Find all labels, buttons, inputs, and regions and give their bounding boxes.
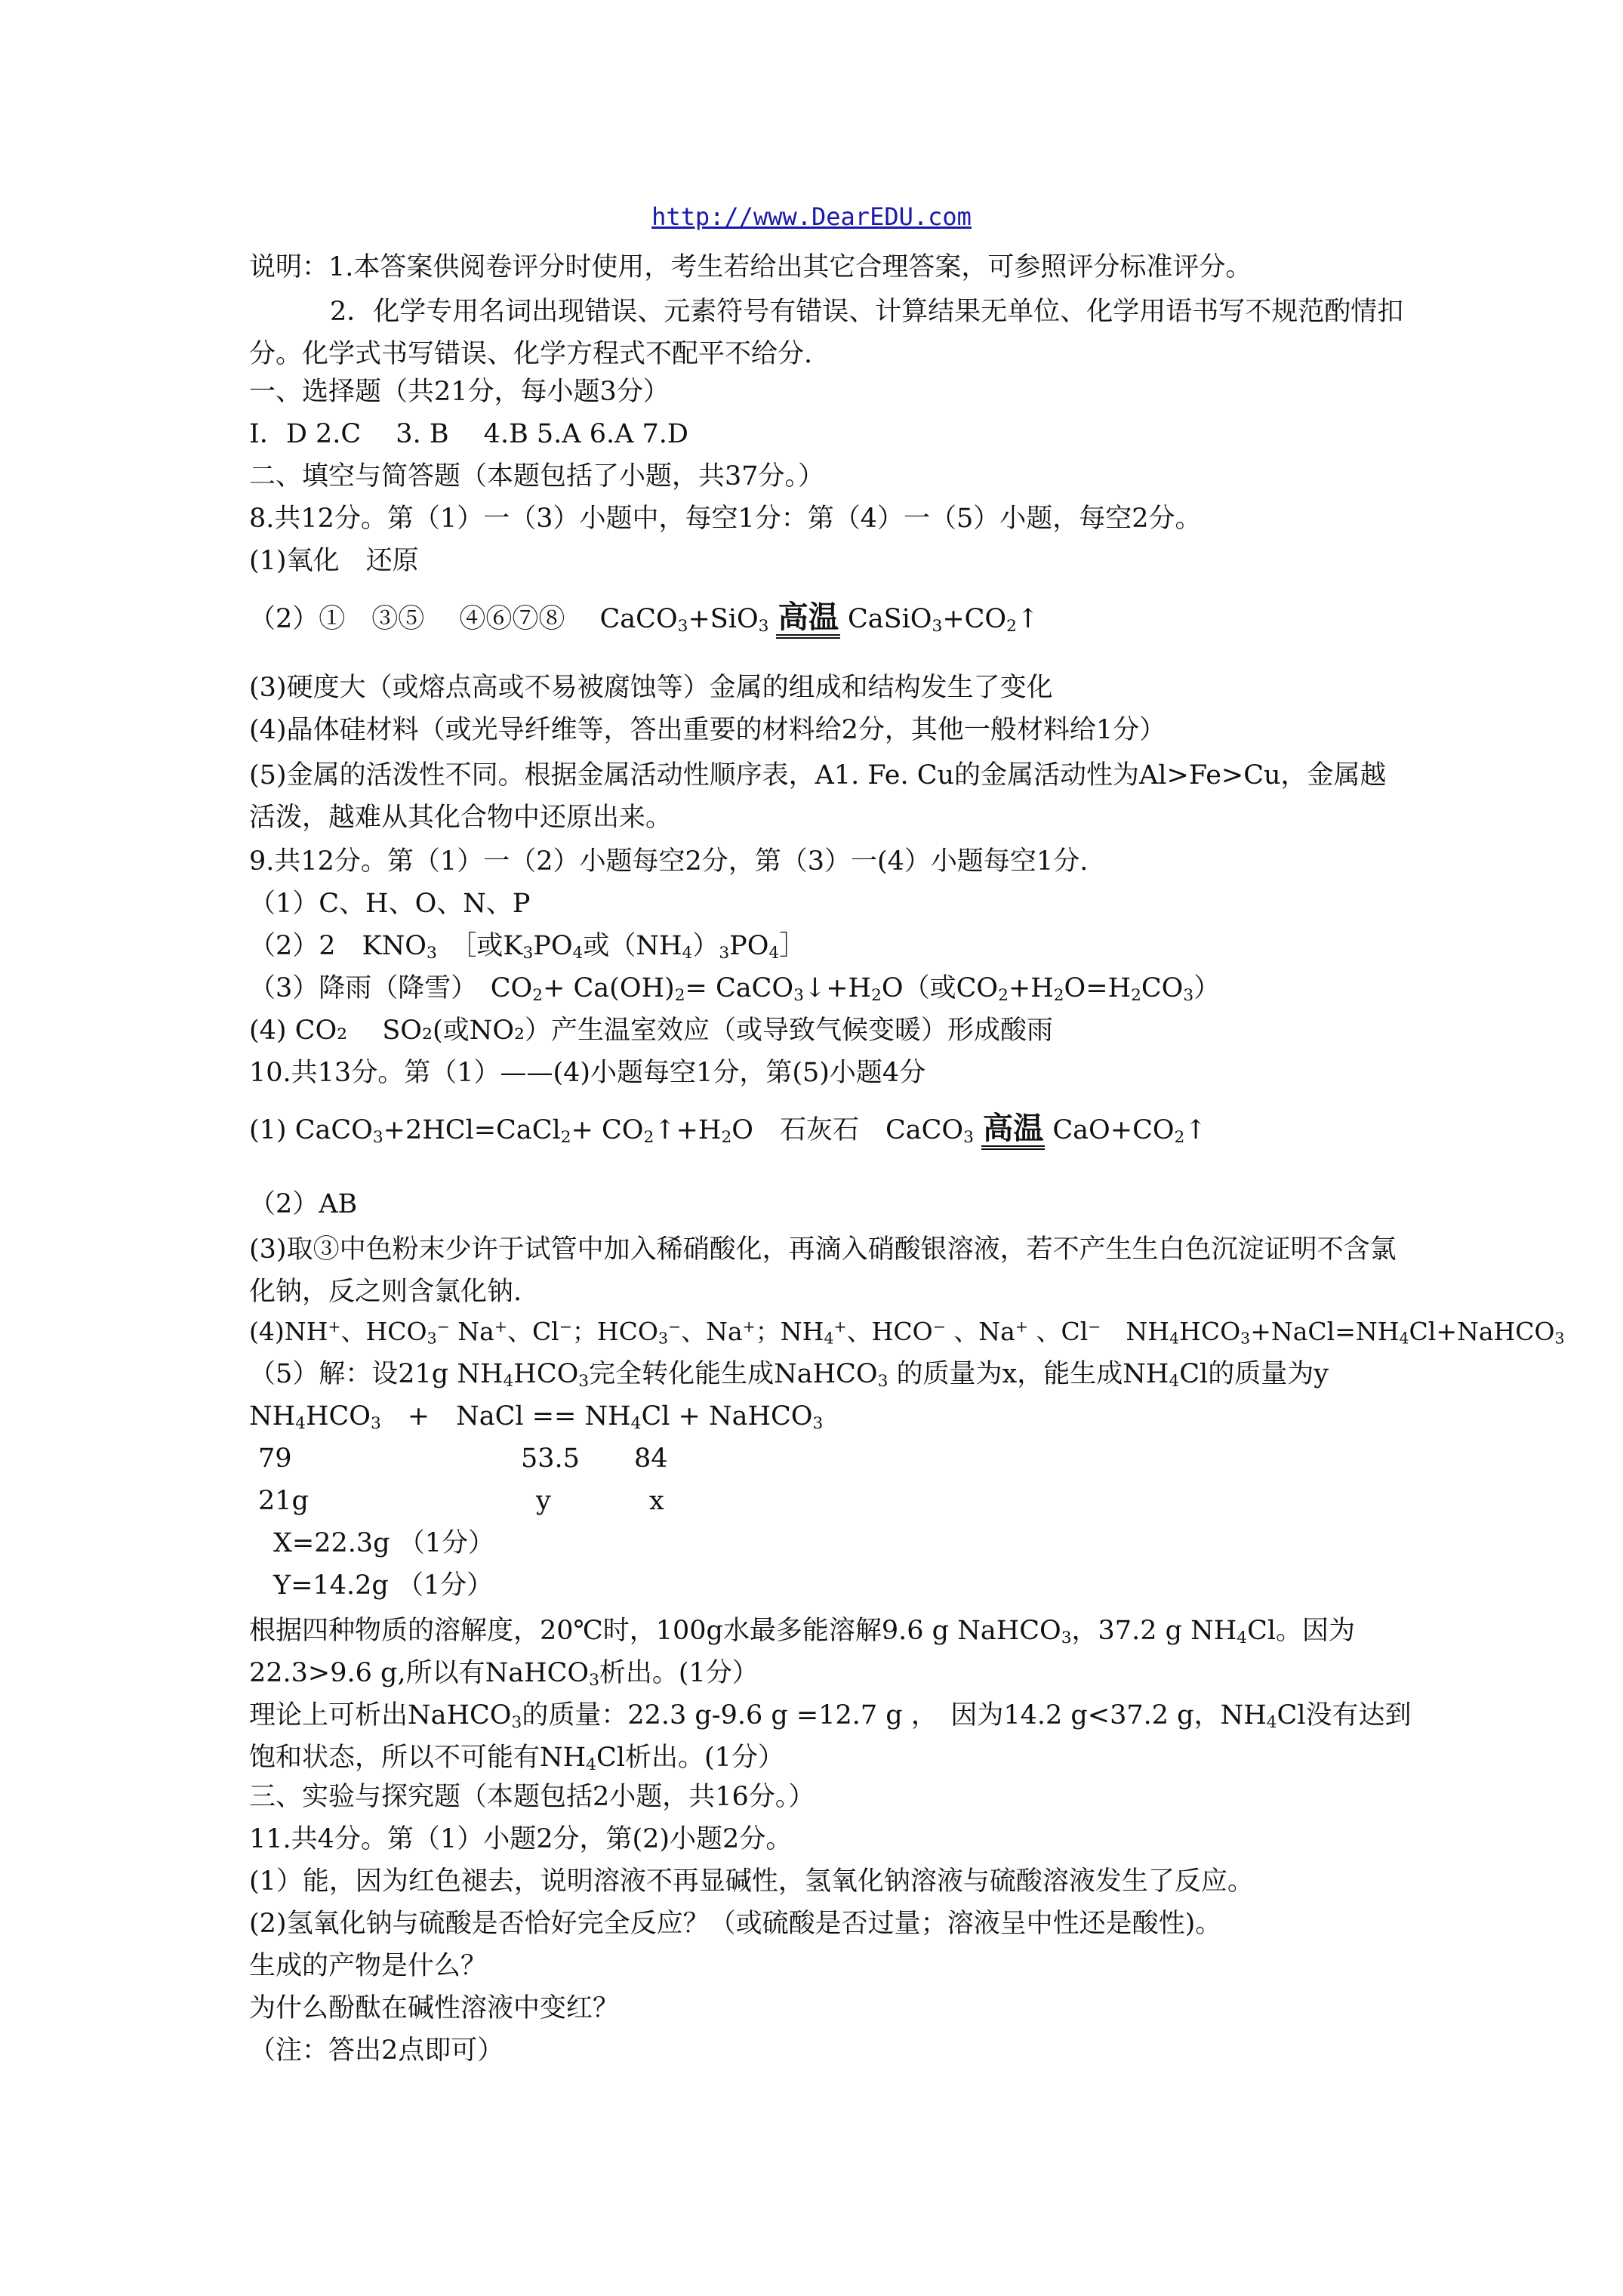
q8-answer-4: (4)晶体硅材料（或光导纤维等，答出重要的材料给2分，其他一般材料给1分） [249,715,1166,745]
calc-unknown-x: x [649,1486,664,1516]
calc-mass-21g: 21g [258,1486,309,1516]
q9-answer-2: （2）2 $KNO_3$ ［或$K_3PO_4$或$(NH_4)_3PO_4]$ [249,931,806,963]
high-temperature-condition: 高温 [776,603,840,639]
section-1-answers: I．D 2.C 3. B 4.B 5.A 6.A 7.D [249,419,688,449]
header-url-link[interactable]: http://www.DearEDU.com [651,202,972,231]
q10-answer-3: (3)取③中色粉末少许于试管中加入稀硝酸化，再滴入硝酸银溶液，若不产生生白色沉淀证明不含氯化钠，反之则含氯化钠. [249,1234,1397,1307]
q11-answer-3: 生成的产物是什么？ [249,1951,488,1981]
calc-mass-84: 84 [634,1444,668,1474]
q11-answer-1: (1）能，因为红色褪去，说明溶液不再显碱性，氢氧化钠溶液与硫酸溶液发生了反应。 [249,1866,1254,1897]
q8-answer-1: (1)氧化 还原 [249,546,419,576]
solubility-explanation-2: 理论上可析出NaHCO$_3$的质量：22.3 g-9.6 g =12.7 g ， 因为14.2 g<37.2 g，$NH_4Cl$没有达到饱和状态，所以不可能有$NH_4Cl$析出。(1分） [249,1700,1412,1774]
q8-answer-2: （2）① ③⑤ ④⑥⑦⑧ CaCO$_3$+SiO$_3$ 高温 $CaSiO_3+CO_2↑$ [249,601,1412,639]
intro-note-1: 说明：1.本答案供阅卷评分时使用，考生若给出其它合理答案，可参照评分标准评分。 [249,252,1252,282]
section-3-title: 三、实验与探究题（本题包括2小题，共16分。） [249,1782,815,1812]
q10-scoring: 10.共13分。第（1）——(4)小题每空1分，第(5)小题4分 [249,1058,926,1088]
q8-answer-3: (3)硬度大（或熔点高或不易被腐蚀等）金属的组成和结构发生了变化 [249,673,1053,703]
calc-unknown-y: y [536,1486,551,1516]
q10-answer-4: (4)NH+、$HCO_3^-$ Na+、Cl−；$HCO_3^-$、Na+；$NH_4^+$、HCO− 、Na+ 、Cl− $NH_4HCO_3+NaCl=NH_4Cl+NaHCO_3$ [249,1317,1565,1348]
high-temperature-condition-2: 高温 [981,1114,1046,1150]
q11-note: （注：答出2点即可） [249,2036,504,2066]
q10-answer-2: （2）AB [249,1189,358,1219]
q9-answer-3: （3）降雨（降雪） $CO_2+ Ca(OH)_2=$ $CaCO_3↓+H_2O$（或$CO_2+H_2O=H_2CO_3$） [249,973,1221,1005]
calc-mass-53-5: 53.5 [521,1444,580,1474]
q10-equation: $NH_4HCO_3$ + NaCl == $NH_4Cl$ + NaHCO$_3$ [249,1401,824,1433]
q9-scoring: 9.共12分。第（1）一（2）小题每空2分，第（3）一(4）小题每空1分. [249,846,1089,877]
q11-scoring: 11.共4分。第（1）小题2分，第(2)小题2分。 [249,1824,793,1854]
calc-mass-79: 79 [258,1444,292,1474]
solubility-explanation-1: 根据四种物质的溶解度，20℃时，100g水最多能溶解9.6 g NaHCO$_3$，37.2 g $NH_4Cl$。因为22.3>9.6 g,所以有NaHCO$_3$析出。(1分） [249,1616,1356,1690]
calc-result-y: Y=14.2g （1分） [273,1570,494,1601]
section-1-title: 一、选择题（共21分，每小题3分） [249,377,670,407]
q10-answer-5-intro: （5）解：设21g $NH_4HCO_3$完全转化能生成NaHCO$_3$ 的质量为x，能生成$NH_4Cl$的质量为y [249,1359,1329,1391]
q9-answer-1: （1）C、H、O、N、P [249,889,531,919]
q8-scoring: 8.共12分。第（1）一（3）小题中，每空1分：第（4）一（5）小题，每空2分。 [249,504,1202,534]
calc-result-x: X=22.3g （1分） [273,1528,494,1558]
q9-answer-4: (4) CO₂ SO₂(或NO₂）产生温室效应（或导致气候变暖）形成酸雨 [249,1015,1054,1046]
q8-answer-5: (5)金属的活泼性不同。根据金属活动性顺序表，A1. Fe. Cu的金属活动性为Al>Fe>Cu，金属越活泼，越难从其化合物中还原出来。 [249,760,1387,833]
q11-answer-2: (2)氢氧化钠与硫酸是否恰好完全反应？（或硫酸是否过量；溶液呈中性还是酸性)。 [249,1909,1222,1939]
q11-answer-4: 为什么酚酞在碱性溶液中变红？ [249,1993,620,2023]
intro-note-2: 2．化学专用名词出现错误、元素符号有错误、计算结果无单位、化学用语书写不规范酌情扣分。化学式书写错误、化学方程式不配平不给分. [249,297,1404,369]
section-2-title: 二、填空与简答题（本题包括了小题，共37分。） [249,461,825,492]
q10-answer-1: (1) CaCO$_3$+2HCl=CaCl$_2$+ $CO_2↑+H_2O$ 石灰石 CaCO$_3$ 高温 $CaO+CO_2↑$ [249,1112,1412,1150]
